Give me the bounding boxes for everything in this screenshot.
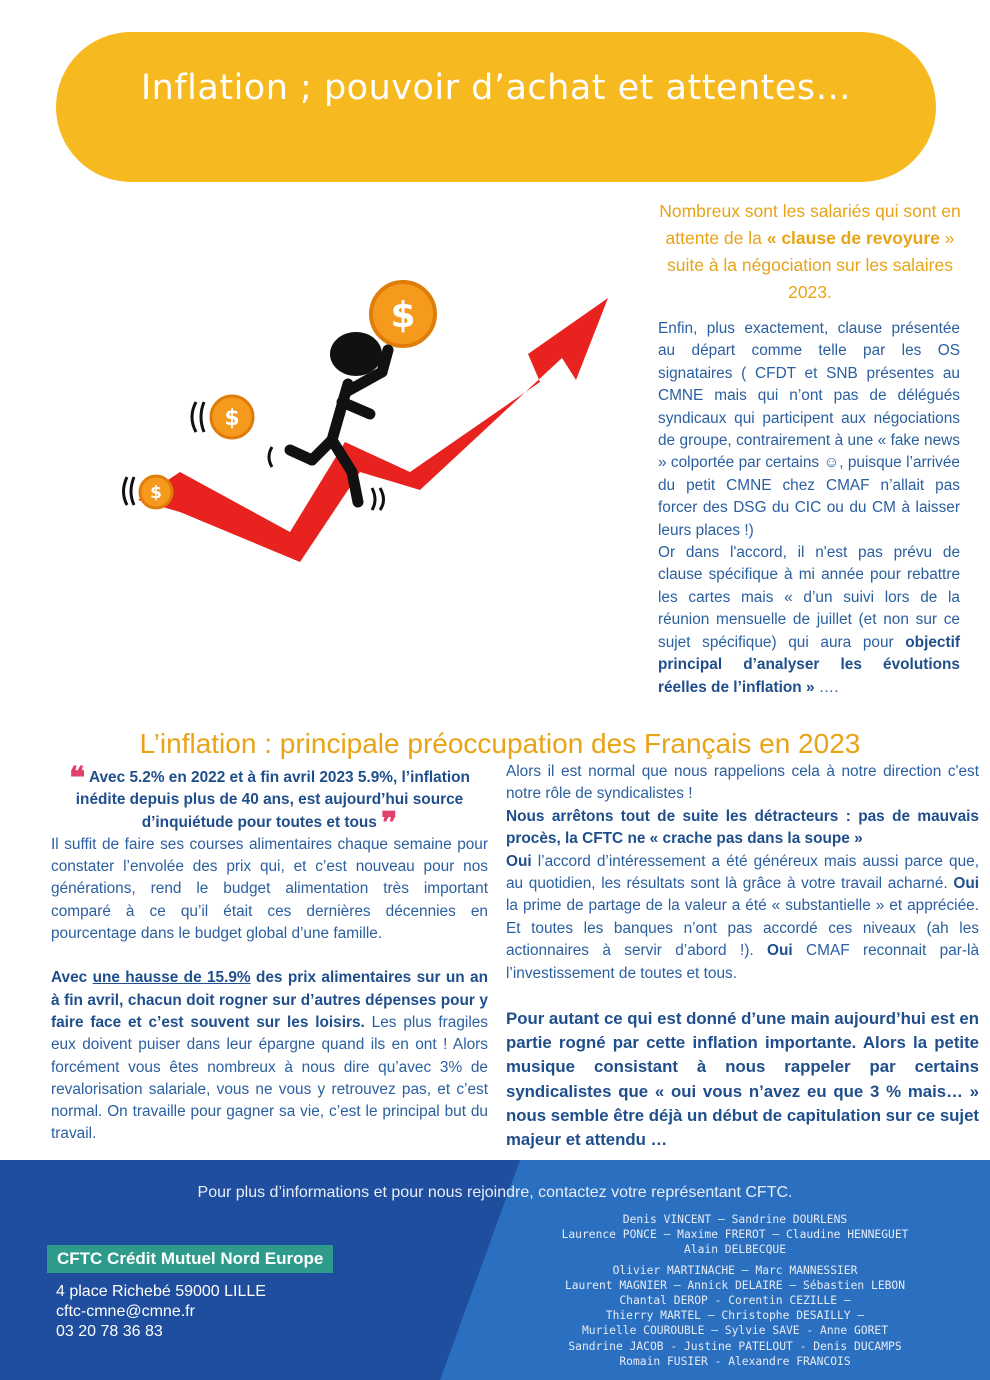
- stick-figure-head: [330, 332, 382, 376]
- right-top-paragraph-1: Enfin, plus exactement, clause présentée au départ comme telle par les OS signataires ( CFDT et SNB présentes au CMNE mais qui n’ont pas de délégués syndicaux qui participent aux négociations de groupe, contrairement à une « fake news » colportée par certains ☺, puisque l’arrivée du petit CMNE chez CMAF n’allait pas forcer des DSG du CIC ou du CM à laisser leurs places !): [658, 320, 960, 539]
- intro-text: [655, 198, 965, 306]
- right-paragraph-1: Alors il est normal que nous rappelions cela à notre direction c'est notre rôle de syndicalistes !: [506, 763, 979, 803]
- coin-large-symbol: $: [390, 295, 416, 336]
- footer: [0, 1160, 990, 1380]
- rep-line: Laurence PONCE – Maxime FREROT – Claudine HENNEGUET: [561, 1228, 909, 1242]
- oui-3: Oui: [767, 942, 793, 960]
- rep-line: Sandrine JACOB - Justine PATELOUT - Denis DUCAMPS: [568, 1339, 902, 1353]
- quote-open-icon: ❝: [69, 761, 86, 796]
- left-paragraph-2: [51, 967, 488, 1145]
- rep-line: Chantal DEROP - Corentin CEZILLE –: [619, 1294, 851, 1308]
- quote-close-icon: ❞: [381, 805, 398, 841]
- left-column: [51, 761, 488, 1146]
- left-paragraph-1: Il suffit de faire ses courses alimentaires chaque semaine pour constater l’envolée des prix qui, et c’est nouveau pour nos générations, rend le budget alimentation très important comparé à ce qu’il était ces dernières décennies en pourcentage dans le budget global d’une famille.: [51, 835, 488, 943]
- rep-line: Murielle COUROUBLE – Sylvie SAVE - Anne GORET: [581, 1324, 889, 1338]
- coin-small-symbol: $: [150, 483, 162, 503]
- quote-text: Avec 5.2% en 2022 et à fin avril 2023 5.9%, l’inflation inédite depuis plus de 40 ans, est aujourd’hui source d’inquiétude pour toutes et tous: [75, 769, 470, 831]
- rep-line: Thierry MARTEL – Christophe DESAILLY –: [605, 1309, 865, 1323]
- oui-1: Oui: [506, 852, 532, 870]
- address: 4 place Richebé 59000 LILLE: [56, 1283, 266, 1300]
- right-top-p2-start: Or dans l'accord, il n'est pas prévu de clause spécifique à mi année pour rebattre les cartes mais « d’un suivi lors de la réunion mensuelle de juillet (et non sur ce sujet spécifique) qui aura pour: [658, 544, 960, 651]
- phone: 03 20 78 36 83: [56, 1323, 163, 1340]
- header-banner: [56, 32, 936, 182]
- right-top-text: [658, 318, 960, 699]
- left-p2-bold-1: Avec: [51, 969, 93, 987]
- right-paragraph-3: [506, 851, 979, 985]
- highlight-quote: [51, 761, 488, 841]
- representatives-list: [520, 1212, 950, 1369]
- left-p2-bold-2: des prix alimentaires sur un an à fin avril, chacun doit rogner sur d’autres dépenses pour y faire face et c’est souvent sur les loisirs.: [51, 969, 488, 1031]
- rep-line: Alain DELBECQUE: [683, 1243, 787, 1257]
- oui-2: Oui: [953, 875, 979, 893]
- right-column: [506, 761, 979, 1152]
- rep-line: Olivier MARTINACHE – Marc MANNESSIER: [612, 1263, 858, 1277]
- page-title: Inflation ; pouvoir d’achat et attentes…: [140, 68, 852, 108]
- email-link[interactable]: cftc-cmne@cmne.fr: [56, 1303, 195, 1320]
- section-title: L’inflation : principale préoccupation des Français en 2023: [139, 728, 861, 759]
- right-top-p2-bold: objectif principal d’analyser les évolutions réelles de l’inflation »: [658, 633, 960, 696]
- right-p3-b: la prime de partage de la valeur a été « substantielle » et appréciée. Et toutes les banques n’ont pas accordé ces niveaux (ah les actionnaires à servir d’abord !).: [506, 897, 979, 960]
- organization-badge: CFTC Crédit Mutuel Nord Europe: [47, 1245, 333, 1273]
- right-top-p2-end: ….: [814, 678, 839, 696]
- intro-after: » suite à la négociation sur les salaires 2023.: [667, 228, 955, 302]
- right-paragraph-2: [506, 806, 979, 851]
- coin-medium-symbol: $: [224, 406, 240, 431]
- right-p2-bold: Nous arrêtons tout de suite les détracteurs : pas de mauvais procès, la CFTC ne « crache pas dans la soupe »: [506, 807, 979, 848]
- left-p2-rest: Les plus fragiles eux doivent puiser dans leur épargne quand ils en ont ! Alors forcément vous êtes nombreux à nous dire qu’avec 3% de revalorisation salariale, vous ne vous y retrouvez pas, et c’est normal. On travaille pour gagner sa vie, c’est le principal but du travail.: [51, 1013, 488, 1143]
- right-paragraph-4: Pour autant ce qui est donné d’une main aujourd’hui est en partie rogné par cette inflation importante. Alors la petite musique consistant à nous rappeler par certains syndicalistes que « oui vous n’avez eu que 3 % mais… » nous semble être déjà un début de capitulation sur ce sujet majeur et attendu …: [506, 1009, 979, 1150]
- contact-block: [56, 1282, 266, 1342]
- rep-line: Romain FUSIER - Alexandre FRANCOIS: [619, 1354, 851, 1368]
- inflation-illustration: [120, 262, 620, 562]
- rep-line: Laurent MAGNIER – Annick DELAIRE – Sébastien LEBON: [564, 1278, 906, 1292]
- right-p3-a: l’accord d’intéressement a été généreux mais aussi parce que, au quotidien, les résultats sont là grâce à votre travail acharné.: [506, 852, 979, 893]
- rep-line: Denis VINCENT – Sandrine DOURLENS: [622, 1213, 848, 1226]
- intro-strong: « clause de revoyure: [766, 228, 940, 248]
- intro-before: Nombreux sont les salariés qui sont en attente de la: [659, 201, 961, 248]
- left-p2-underlined: une hausse de 15.9%: [92, 969, 251, 987]
- right-p3-c: CMAF reconnait par-là l’investissement de toutes et tous.: [506, 942, 979, 982]
- footer-title: Pour plus d’informations et pour nous rejoindre, contactez votre représentant CFTC.: [197, 1184, 793, 1201]
- right-top-paragraph-2: [658, 542, 960, 699]
